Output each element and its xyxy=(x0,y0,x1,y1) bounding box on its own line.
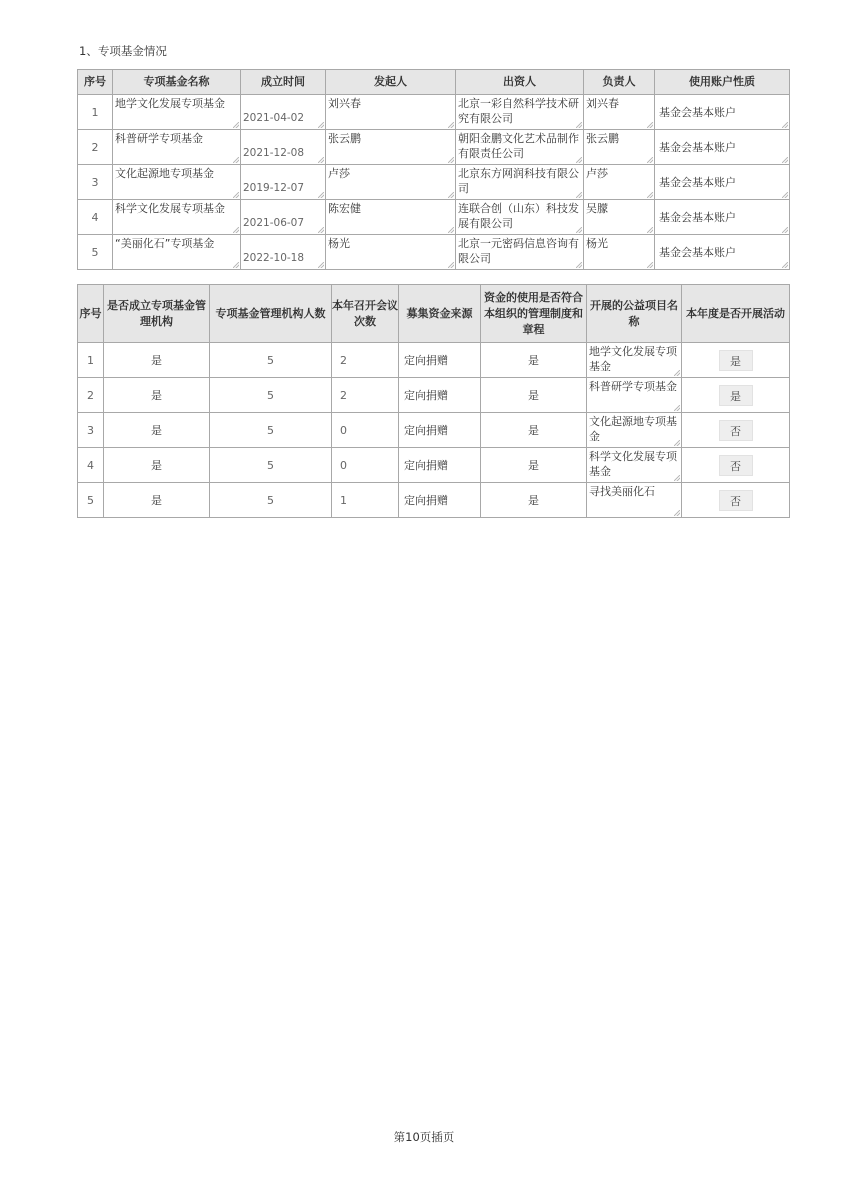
compliance-value: 是 xyxy=(481,483,587,518)
resize-grip-icon[interactable] xyxy=(674,475,680,481)
funder-field[interactable]: 朝阳金鹏文化艺术品制作有限责任公司 xyxy=(458,132,579,160)
fund-source-value: 定向捐赠 xyxy=(399,378,481,413)
funder-field-cell xyxy=(456,130,584,165)
resize-grip-icon[interactable] xyxy=(233,157,239,163)
activity-select[interactable]: 否 xyxy=(719,455,753,476)
row-number: 1 xyxy=(78,95,113,130)
fund-name-field[interactable]: 文化起源地专项基金 xyxy=(115,167,214,180)
header-no: 序号 xyxy=(78,70,113,95)
resize-grip-icon[interactable] xyxy=(318,122,324,128)
table-row xyxy=(78,165,790,200)
resize-grip-icon[interactable] xyxy=(674,510,680,516)
row-number: 2 xyxy=(78,378,104,413)
established-date-field[interactable]: 2021-12-08 xyxy=(243,147,305,159)
sponsor-field[interactable]: 陈宏健 xyxy=(328,202,361,215)
resize-grip-icon[interactable] xyxy=(233,262,239,268)
meetings-value: 1 xyxy=(332,483,399,518)
section-title: 1、专项基金情况 xyxy=(79,44,167,58)
account-type-field[interactable]: 基金会基本账户 xyxy=(659,175,736,189)
fund-name-field[interactable]: “美丽化石”专项基金 xyxy=(115,237,215,250)
resize-grip-icon[interactable] xyxy=(318,227,324,233)
sponsor-field[interactable]: 杨光 xyxy=(328,237,350,250)
header-account-type: 使用账户性质 xyxy=(655,70,790,95)
compliance-value: 是 xyxy=(481,448,587,483)
resize-grip-icon[interactable] xyxy=(782,192,788,198)
fund-name-field[interactable]: 科学文化发展专项基金 xyxy=(115,202,225,215)
table-row xyxy=(78,483,790,518)
established-date-field-cell xyxy=(241,165,326,200)
fund-source-value: 定向捐赠 xyxy=(399,413,481,448)
row-number: 5 xyxy=(78,483,104,518)
established-date-field[interactable]: 2019-12-07 xyxy=(243,182,305,194)
activity-cell xyxy=(682,378,790,413)
fund-source-value: 定向捐赠 xyxy=(399,343,481,378)
resize-grip-icon[interactable] xyxy=(782,227,788,233)
manager-field-cell xyxy=(584,235,655,270)
row-number: 1 xyxy=(78,343,104,378)
org-members-value: 5 xyxy=(210,448,332,483)
resize-grip-icon[interactable] xyxy=(647,192,653,198)
account-type-field[interactable]: 基金会基本账户 xyxy=(659,105,736,119)
resize-grip-icon[interactable] xyxy=(318,192,324,198)
fund-name-field-cell xyxy=(113,130,241,165)
sponsor-field[interactable]: 张云鹏 xyxy=(328,132,361,145)
header-org-members: 专项基金管理机构人数 xyxy=(210,285,332,343)
manager-field[interactable]: 吴朦 xyxy=(586,202,608,215)
table-row xyxy=(78,343,790,378)
account-type-field-cell xyxy=(655,130,790,165)
resize-grip-icon[interactable] xyxy=(576,192,582,198)
compliance-value: 是 xyxy=(481,413,587,448)
project-name-field-cell xyxy=(587,448,682,483)
manager-field-cell xyxy=(584,165,655,200)
manager-field[interactable]: 杨光 xyxy=(586,237,608,250)
account-type-field[interactable]: 基金会基本账户 xyxy=(659,245,736,259)
project-name-field[interactable]: 科学文化发展专项基金 xyxy=(589,450,677,478)
established-date-field-cell xyxy=(241,200,326,235)
page-footer: 第10页插页 xyxy=(393,1130,455,1144)
resize-grip-icon[interactable] xyxy=(647,122,653,128)
fund-name-field-cell xyxy=(113,200,241,235)
funder-field[interactable]: 北京一彩自然科学技术研究有限公司 xyxy=(458,97,579,125)
project-name-field-cell xyxy=(587,413,682,448)
manager-field-cell xyxy=(584,200,655,235)
manager-field-cell xyxy=(584,130,655,165)
account-type-field-cell xyxy=(655,235,790,270)
header-activity: 本年度是否开展活动 xyxy=(682,285,790,343)
activity-select[interactable]: 是 xyxy=(719,350,753,371)
resize-grip-icon[interactable] xyxy=(448,192,454,198)
sponsor-field-cell xyxy=(326,200,456,235)
project-name-field[interactable]: 科普研学专项基金 xyxy=(589,380,677,393)
fund-name-field-cell xyxy=(113,95,241,130)
established-date-field-cell xyxy=(241,95,326,130)
table-row xyxy=(78,448,790,483)
has-management-org-value: 是 xyxy=(104,343,210,378)
fund-name-field[interactable]: 地学文化发展专项基金 xyxy=(115,97,225,110)
header-established-date: 成立时间 xyxy=(241,70,326,95)
project-name-field[interactable]: 文化起源地专项基金 xyxy=(589,415,677,443)
row-number: 2 xyxy=(78,130,113,165)
funder-field-cell xyxy=(456,235,584,270)
org-members-value: 5 xyxy=(210,413,332,448)
has-management-org-value: 是 xyxy=(104,448,210,483)
meetings-value: 2 xyxy=(332,378,399,413)
table-row xyxy=(78,235,790,270)
funder-field[interactable]: 北京东方网润科技有限公司 xyxy=(458,167,579,195)
funder-field[interactable]: 北京一元密码信息咨询有限公司 xyxy=(458,237,579,265)
resize-grip-icon[interactable] xyxy=(233,122,239,128)
manager-field-cell xyxy=(584,95,655,130)
manager-field[interactable]: 刘兴春 xyxy=(586,97,619,110)
header-no: 序号 xyxy=(78,285,104,343)
resize-grip-icon[interactable] xyxy=(782,262,788,268)
project-name-field[interactable]: 地学文化发展专项基金 xyxy=(589,345,677,373)
has-management-org-value: 是 xyxy=(104,413,210,448)
established-date-field[interactable]: 2021-06-07 xyxy=(243,217,305,229)
sponsor-field-cell xyxy=(326,95,456,130)
sponsor-field-cell xyxy=(326,235,456,270)
funder-field-cell xyxy=(456,165,584,200)
account-type-field[interactable]: 基金会基本账户 xyxy=(659,140,736,154)
header-project-name: 开展的公益项目名称 xyxy=(587,285,682,343)
special-fund-table xyxy=(77,69,790,270)
header-manager: 负责人 xyxy=(584,70,655,95)
resize-grip-icon[interactable] xyxy=(448,262,454,268)
funder-field-cell xyxy=(456,200,584,235)
sponsor-field[interactable]: 卢莎 xyxy=(328,167,350,180)
has-management-org-value: 是 xyxy=(104,483,210,518)
resize-grip-icon[interactable] xyxy=(576,157,582,163)
fund-management-table xyxy=(77,284,790,518)
meetings-value: 0 xyxy=(332,448,399,483)
resize-grip-icon[interactable] xyxy=(674,440,680,446)
sponsor-field-cell xyxy=(326,130,456,165)
activity-select[interactable]: 否 xyxy=(719,490,753,511)
meetings-value: 0 xyxy=(332,413,399,448)
established-date-field-cell xyxy=(241,235,326,270)
fund-name-field[interactable]: 科普研学专项基金 xyxy=(115,132,203,145)
resize-grip-icon[interactable] xyxy=(647,262,653,268)
resize-grip-icon[interactable] xyxy=(233,192,239,198)
activity-cell xyxy=(682,413,790,448)
table-row xyxy=(78,95,790,130)
established-date-field[interactable]: 2022-10-18 xyxy=(243,252,305,264)
resize-grip-icon[interactable] xyxy=(647,227,653,233)
table-row xyxy=(78,378,790,413)
established-date-field-cell xyxy=(241,130,326,165)
header-fund-source: 募集资金来源 xyxy=(399,285,481,343)
project-name-field-cell xyxy=(587,378,682,413)
meetings-value: 2 xyxy=(332,343,399,378)
row-number: 4 xyxy=(78,200,113,235)
account-type-field-cell xyxy=(655,200,790,235)
compliance-value: 是 xyxy=(481,378,587,413)
activity-cell xyxy=(682,343,790,378)
org-members-value: 5 xyxy=(210,378,332,413)
resize-grip-icon[interactable] xyxy=(782,157,788,163)
account-type-field[interactable]: 基金会基本账户 xyxy=(659,210,736,224)
header-funder: 出资人 xyxy=(456,70,584,95)
resize-grip-icon[interactable] xyxy=(576,262,582,268)
resize-grip-icon[interactable] xyxy=(647,157,653,163)
resize-grip-icon[interactable] xyxy=(674,370,680,376)
table-row xyxy=(78,413,790,448)
row-number: 3 xyxy=(78,413,104,448)
project-name-field[interactable]: 寻找美丽化石 xyxy=(589,485,655,498)
table-header-row xyxy=(78,285,790,343)
header-compliance: 资金的使用是否符合本组织的管理制度和章程 xyxy=(481,285,587,343)
header-sponsor: 发起人 xyxy=(326,70,456,95)
funder-field[interactable]: 连联合创（山东）科技发展有限公司 xyxy=(458,202,579,230)
funder-field-cell xyxy=(456,95,584,130)
activity-select[interactable]: 是 xyxy=(719,385,753,406)
resize-grip-icon[interactable] xyxy=(448,122,454,128)
activity-cell xyxy=(682,483,790,518)
org-members-value: 5 xyxy=(210,483,332,518)
fund-source-value: 定向捐赠 xyxy=(399,448,481,483)
resize-grip-icon[interactable] xyxy=(782,122,788,128)
table-row xyxy=(78,130,790,165)
activity-cell xyxy=(682,448,790,483)
table-header-row xyxy=(78,70,790,95)
manager-field[interactable]: 卢莎 xyxy=(586,167,608,180)
resize-grip-icon[interactable] xyxy=(448,157,454,163)
fund-name-field-cell xyxy=(113,165,241,200)
resize-grip-icon[interactable] xyxy=(674,405,680,411)
resize-grip-icon[interactable] xyxy=(318,262,324,268)
resize-grip-icon[interactable] xyxy=(233,227,239,233)
fund-name-field-cell xyxy=(113,235,241,270)
sponsor-field-cell xyxy=(326,165,456,200)
has-management-org-value: 是 xyxy=(104,378,210,413)
header-fund-name: 专项基金名称 xyxy=(113,70,241,95)
fund-source-value: 定向捐赠 xyxy=(399,483,481,518)
row-number: 5 xyxy=(78,235,113,270)
org-members-value: 5 xyxy=(210,343,332,378)
project-name-field-cell xyxy=(587,343,682,378)
established-date-field[interactable]: 2021-04-02 xyxy=(243,112,305,124)
compliance-value: 是 xyxy=(481,343,587,378)
manager-field[interactable]: 张云鹏 xyxy=(586,132,619,145)
sponsor-field[interactable]: 刘兴春 xyxy=(328,97,361,110)
row-number: 3 xyxy=(78,165,113,200)
resize-grip-icon[interactable] xyxy=(576,227,582,233)
header-has-management-org: 是否成立专项基金管理机构 xyxy=(104,285,210,343)
row-number: 4 xyxy=(78,448,104,483)
resize-grip-icon[interactable] xyxy=(318,157,324,163)
header-meetings: 本年召开会议次数 xyxy=(332,285,399,343)
account-type-field-cell xyxy=(655,165,790,200)
account-type-field-cell xyxy=(655,95,790,130)
activity-select[interactable]: 否 xyxy=(719,420,753,441)
project-name-field-cell xyxy=(587,483,682,518)
resize-grip-icon[interactable] xyxy=(576,122,582,128)
resize-grip-icon[interactable] xyxy=(448,227,454,233)
table-row xyxy=(78,200,790,235)
